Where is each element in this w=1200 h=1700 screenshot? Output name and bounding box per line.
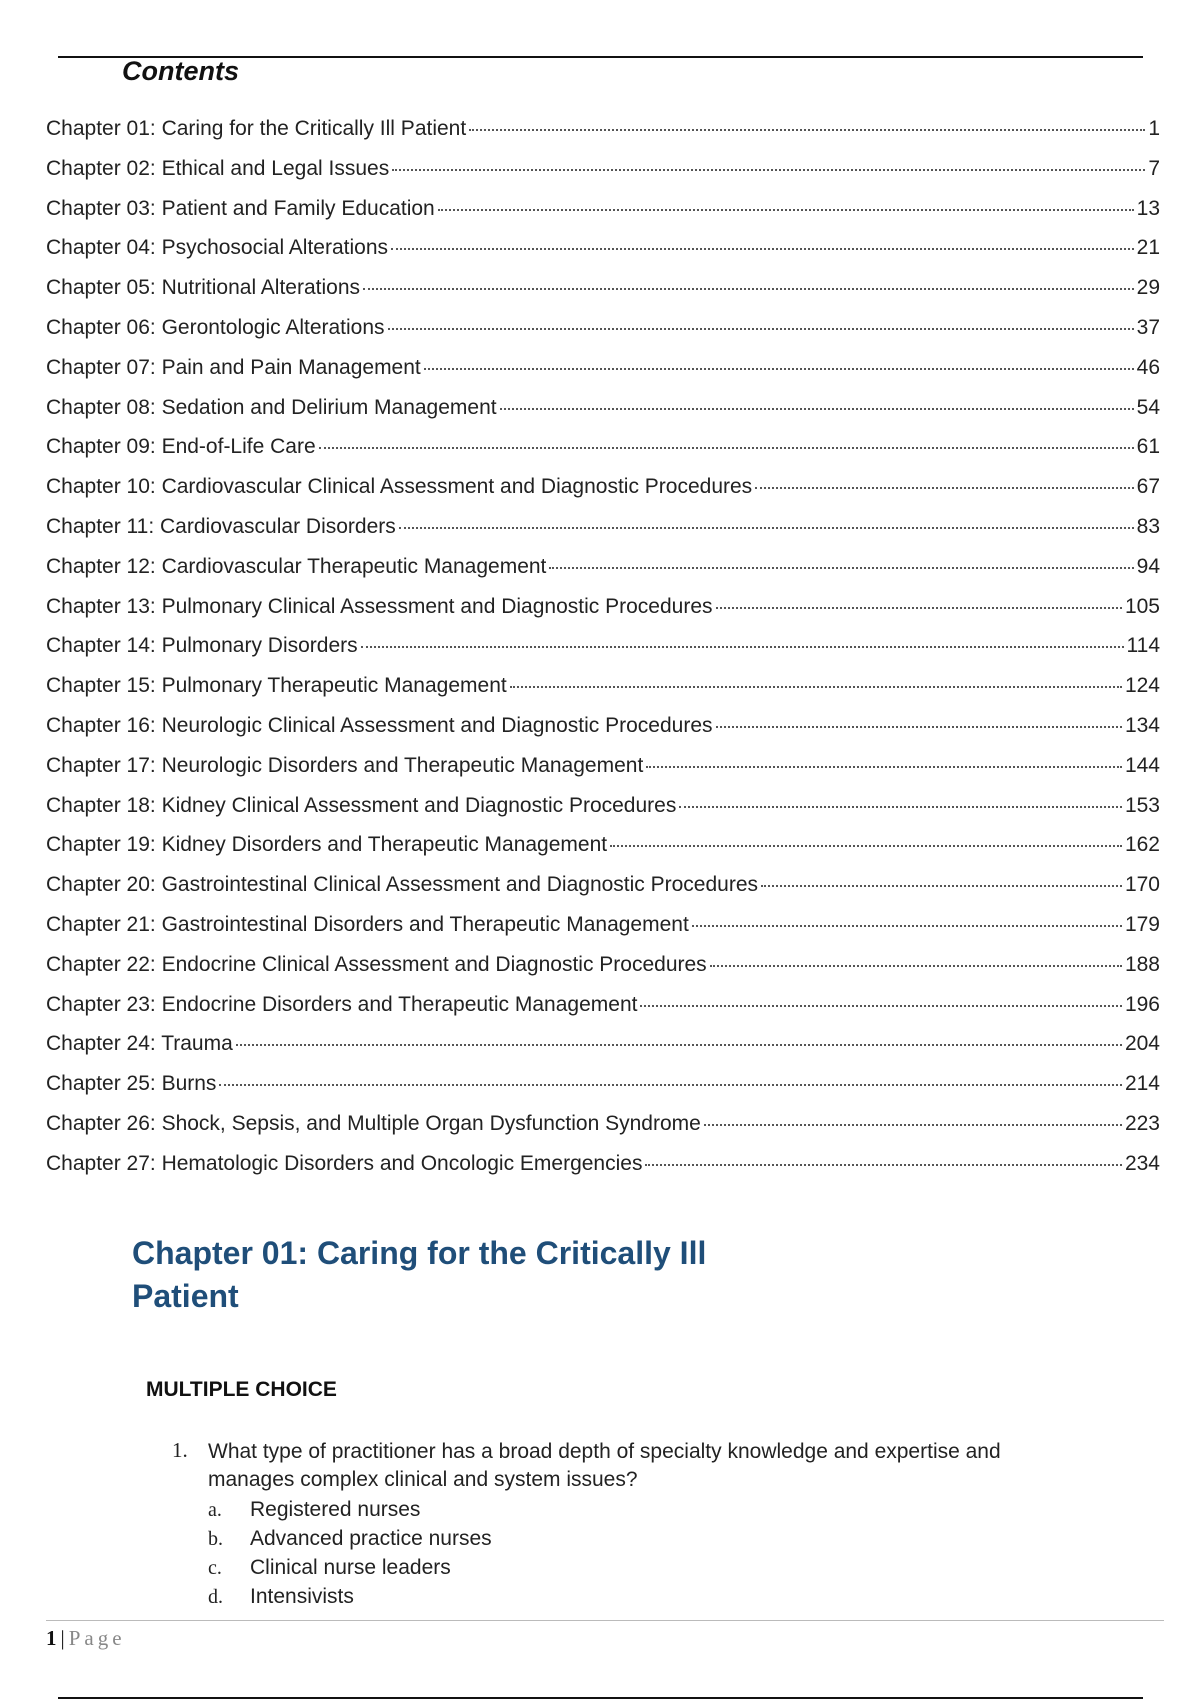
toc-entry-label: Chapter 03: Patient and Family Education (46, 196, 435, 220)
toc-entry-label: Chapter 07: Pain and Pain Management (46, 355, 421, 379)
answer-option-letter: c. (208, 1557, 222, 1579)
chapter-heading: Chapter 01: Caring for the Critically Ill Patient (132, 1235, 707, 1314)
toc-entry-label: Chapter 24: Trauma (46, 1032, 233, 1056)
toc-entry-page: 114 (1126, 634, 1160, 658)
toc-entry-page: 162 (1124, 833, 1160, 857)
answer-option (208, 1556, 1072, 1585)
toc-entry-page: 83 (1136, 514, 1160, 538)
toc-entry-label: Chapter 13: Pulmonary Clinical Assessment and Diagnostic Procedures (46, 594, 713, 618)
toc-entry-page: 170 (1124, 873, 1160, 897)
toc-leader-dots (716, 726, 1122, 728)
bottom-rule (58, 1697, 1143, 1699)
toc-entry[interactable] (46, 475, 1160, 515)
toc-entry[interactable] (46, 1152, 1160, 1192)
toc-leader-dots (236, 1044, 1122, 1046)
toc-entry[interactable] (46, 515, 1160, 555)
toc-entry-page: 134 (1124, 713, 1160, 737)
toc-leader-dots (361, 646, 1124, 648)
toc-leader-dots (610, 845, 1122, 847)
toc-entry-label: Chapter 08: Sedation and Delirium Management (46, 395, 497, 419)
toc-entry[interactable] (46, 953, 1160, 993)
toc-entry-page: 46 (1136, 355, 1160, 379)
question-number: 1. (172, 1438, 188, 1462)
answer-option-letter: a. (208, 1499, 222, 1521)
toc-leader-dots (391, 248, 1134, 250)
toc-entry-page: 144 (1124, 753, 1160, 777)
footer-separator: | (60, 1626, 65, 1650)
toc-entry-page: 54 (1136, 395, 1160, 419)
toc-entry[interactable] (46, 674, 1160, 714)
toc-entry-label: Chapter 10: Cardiovascular Clinical Assessment and Diagnostic Procedures (46, 475, 753, 499)
toc-entry-page: 13 (1136, 196, 1160, 220)
toc-entry[interactable] (46, 356, 1160, 396)
toc-entry-page: 7 (1148, 156, 1160, 180)
toc-entry[interactable] (46, 555, 1160, 595)
answer-option (208, 1527, 1072, 1556)
toc-entry-page: 37 (1136, 315, 1160, 339)
answer-option-text: Clinical nurse leaders (250, 1556, 451, 1579)
contents-title: Contents (122, 56, 239, 86)
toc-leader-dots (424, 368, 1134, 370)
answer-option (208, 1498, 1072, 1527)
answer-option-letter: d. (208, 1586, 223, 1608)
toc-leader-dots (438, 209, 1134, 211)
toc-entry[interactable] (46, 236, 1160, 276)
toc-leader-dots (399, 527, 1134, 529)
toc-entry[interactable] (46, 754, 1160, 794)
toc-entry-label: Chapter 15: Pulmonary Therapeutic Management (46, 674, 507, 698)
toc-leader-dots (704, 1124, 1122, 1126)
toc-entry-label: Chapter 11: Cardiovascular Disorders (46, 514, 396, 538)
answer-option (208, 1585, 1072, 1614)
toc-leader-dots (646, 766, 1122, 768)
toc-entry[interactable] (46, 634, 1160, 674)
toc-entry-page: 223 (1124, 1111, 1160, 1135)
question-text: What type of practitioner has a broad depth of specialty knowledge and expertise and manages complex clinical and system issues? (208, 1440, 1001, 1491)
toc-leader-dots (710, 965, 1122, 967)
toc-entry-page: 124 (1124, 674, 1160, 698)
toc-entry-label: Chapter 16: Neurologic Clinical Assessment and Diagnostic Procedures (46, 713, 713, 737)
toc-leader-dots (755, 487, 1133, 489)
toc-entry-page: 188 (1124, 952, 1160, 976)
toc-entry-page: 153 (1124, 793, 1160, 817)
toc-leader-dots (692, 925, 1122, 927)
toc-entry-label: Chapter 01: Caring for the Critically Ill Patient (46, 117, 467, 140)
toc-entry-label: Chapter 04: Psychosocial Alterations (46, 236, 389, 260)
toc-leader-dots (469, 129, 1145, 131)
toc-entry-page: 196 (1124, 992, 1160, 1016)
toc-leader-dots (679, 806, 1122, 808)
toc-entry-label: Chapter 02: Ethical and Legal Issues (46, 156, 390, 180)
toc-entry[interactable] (46, 117, 1160, 157)
toc-leader-dots (510, 686, 1122, 688)
toc-entry-page: 61 (1136, 435, 1160, 459)
toc-entry[interactable] (46, 595, 1160, 635)
toc-entry-page: 94 (1136, 554, 1160, 578)
answer-options (208, 1498, 1072, 1614)
table-of-contents (46, 117, 1160, 1192)
toc-entry-label: Chapter 26: Shock, Sepsis, and Multiple Organ Dysfunction Syndrome (46, 1111, 701, 1135)
toc-leader-dots (500, 408, 1134, 410)
toc-entry-label: Chapter 17: Neurologic Disorders and Therapeutic Management (46, 753, 644, 777)
footer-page-word: Page (68, 1626, 126, 1650)
toc-entry[interactable] (46, 276, 1160, 316)
toc-entry-label: Chapter 12: Cardiovascular Therapeutic Management (46, 554, 547, 578)
toc-entry-label: Chapter 19: Kidney Disorders and Therapeutic Management (46, 833, 608, 857)
toc-leader-dots (716, 607, 1122, 609)
toc-leader-dots (761, 885, 1122, 887)
toc-entry-page: 67 (1136, 475, 1160, 499)
toc-entry[interactable] (46, 1112, 1160, 1152)
toc-leader-dots (388, 328, 1134, 330)
toc-entry-label: Chapter 14: Pulmonary Disorders (46, 634, 358, 658)
toc-entry-page: 179 (1124, 912, 1160, 936)
toc-entry-label: Chapter 20: Gastrointestinal Clinical Assessment and Diagnostic Procedures (46, 873, 759, 897)
toc-entry-page: 214 (1124, 1072, 1160, 1096)
toc-leader-dots (392, 169, 1145, 171)
toc-entry-label: Chapter 23: Endocrine Disorders and Therapeutic Management (46, 992, 638, 1016)
footer-page-number: 1 (46, 1626, 57, 1650)
toc-leader-dots (645, 1164, 1121, 1166)
toc-leader-dots (319, 447, 1134, 449)
toc-entry-label: Chapter 25: Burns (46, 1072, 217, 1096)
toc-entry-page: 21 (1136, 236, 1160, 260)
toc-entry[interactable] (46, 913, 1160, 953)
section-label: MULTIPLE CHOICE (146, 1378, 337, 1401)
toc-entry[interactable] (46, 1032, 1160, 1072)
toc-entry[interactable] (46, 396, 1160, 436)
toc-entry[interactable] (46, 157, 1160, 197)
toc-leader-dots (640, 1005, 1121, 1007)
toc-entry-page: 204 (1124, 1032, 1160, 1056)
toc-entry[interactable] (46, 1072, 1160, 1112)
toc-entry[interactable] (46, 714, 1160, 754)
answer-option-text: Registered nurses (250, 1498, 421, 1521)
answer-option-letter: b. (208, 1528, 223, 1550)
toc-entry[interactable] (46, 794, 1160, 834)
toc-entry-label: Chapter 09: End-of-Life Care (46, 435, 316, 459)
toc-entry[interactable] (46, 833, 1160, 873)
toc-entry-label: Chapter 22: Endocrine Clinical Assessment and Diagnostic Procedures (46, 952, 707, 976)
toc-entry-label: Chapter 27: Hematologic Disorders and Oncologic Emergencies (46, 1151, 643, 1175)
toc-entry-label: Chapter 05: Nutritional Alterations (46, 276, 361, 300)
footer-rule (46, 1620, 1164, 1621)
toc-entry-page: 1 (1148, 117, 1160, 140)
toc-entry[interactable] (46, 435, 1160, 475)
toc-entry[interactable] (46, 873, 1160, 913)
answer-option-text: Intensivists (250, 1585, 354, 1608)
question-1 (172, 1438, 1072, 1614)
toc-entry[interactable] (46, 993, 1160, 1033)
toc-entry-page: 105 (1124, 594, 1160, 618)
answer-option-text: Advanced practice nurses (250, 1527, 492, 1550)
toc-leader-dots (363, 288, 1134, 290)
toc-leader-dots (549, 567, 1133, 569)
toc-entry[interactable] (46, 197, 1160, 237)
toc-entry-page: 234 (1124, 1151, 1160, 1175)
toc-entry-page: 29 (1136, 276, 1160, 300)
toc-entry[interactable] (46, 316, 1160, 356)
toc-entry-label: Chapter 06: Gerontologic Alterations (46, 315, 385, 339)
toc-leader-dots (219, 1084, 1122, 1086)
page-footer (46, 1626, 126, 1651)
toc-entry-label: Chapter 21: Gastrointestinal Disorders and Therapeutic Management (46, 912, 689, 936)
toc-entry-label: Chapter 18: Kidney Clinical Assessment and Diagnostic Procedures (46, 793, 677, 817)
